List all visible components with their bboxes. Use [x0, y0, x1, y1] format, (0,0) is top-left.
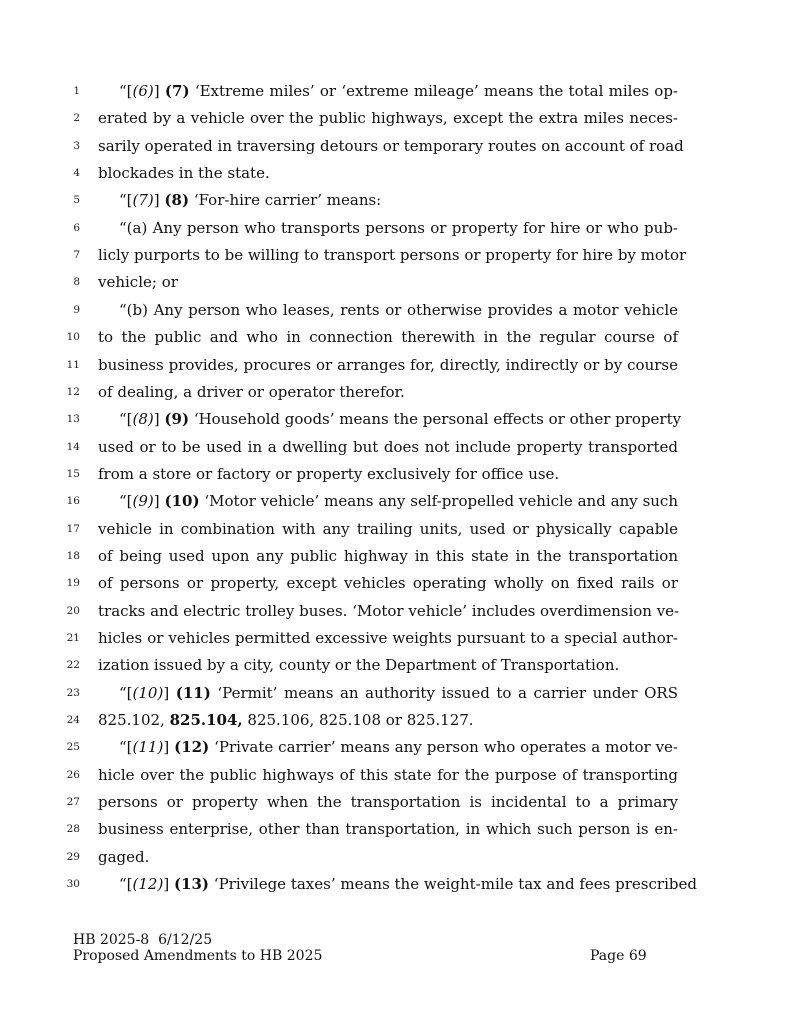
line-text: [98, 516, 678, 543]
bold-text: (7): [164, 82, 190, 100]
line-number: 2: [73, 112, 80, 125]
text-segment: ]: [153, 82, 165, 100]
deleted-italic-text: (12): [132, 875, 164, 894]
text-segment: “[: [119, 492, 133, 511]
line-text: [98, 789, 678, 816]
text-segment: ]: [163, 738, 175, 757]
line-text: [119, 680, 678, 707]
text-segment: ‘Motor vehicle’ means any self-propelled vehicle and any such: [199, 492, 678, 511]
text-segment: ization issued by a city, county or the Department of Transportation.: [98, 656, 620, 675]
line-number: 16: [66, 495, 80, 508]
line-text: [119, 488, 678, 515]
text-segment: of being used upon any public highway in this state in the transportation: [98, 546, 678, 565]
text-line: [0, 598, 800, 625]
line-text: [119, 215, 678, 242]
footer-description-line: [73, 948, 673, 964]
line-number: 22: [66, 659, 80, 672]
line-number: 17: [66, 522, 80, 535]
text-line: [0, 844, 800, 871]
line-number: 7: [73, 249, 80, 262]
text-line: [0, 78, 800, 105]
line-number: 11: [66, 358, 80, 371]
line-number: 4: [73, 167, 80, 180]
text-segment: used or to be used in a dwelling but does not include property transported: [98, 437, 678, 456]
text-line: [0, 652, 800, 679]
line-text: [119, 78, 678, 105]
deleted-italic-text: (11): [132, 738, 164, 757]
line-number: 19: [66, 577, 80, 590]
footer-date: 6/12/25: [158, 932, 213, 948]
text-segment: of persons or property, except vehicles operating wholly on fixed rails or: [98, 574, 678, 593]
line-text: [119, 187, 678, 214]
line-number: 20: [66, 604, 80, 617]
text-segment: of dealing, a driver or operator therefor.: [98, 382, 405, 401]
text-line: [0, 680, 800, 707]
text-segment: ‘Extreme miles’ or ‘extreme mileage’ means the total miles op-: [189, 82, 678, 100]
bold-text: (9): [164, 410, 190, 429]
text-segment: hicles or vehicles permitted excessive weights pursuant to a special author-: [98, 629, 678, 647]
line-text: [98, 379, 678, 406]
text-line: [0, 297, 800, 324]
line-text: [98, 269, 678, 296]
bold-text: (10): [164, 492, 200, 511]
text-line: [0, 762, 800, 789]
text-line: [0, 707, 800, 734]
line-number: 25: [66, 741, 80, 754]
line-number: 12: [66, 385, 80, 398]
text-line: [0, 242, 800, 269]
line-text: [98, 598, 678, 625]
text-segment: ]: [153, 410, 165, 429]
line-text: [119, 871, 697, 898]
line-number: 13: [66, 413, 80, 426]
text-segment: to the public and who in connection therewith in the regular course of: [98, 328, 678, 347]
line-number: 24: [66, 714, 80, 727]
text-segment: tracks and electric trolley buses. ‘Motor vehicle’ includes overdimension ve-: [98, 601, 680, 620]
text-segment: ‘Permit’ means an authority issued to a carrier under ORS: [210, 683, 678, 702]
deleted-italic-text: (6): [132, 82, 154, 100]
line-number: 15: [66, 467, 80, 480]
deleted-italic-text: (10): [132, 683, 164, 702]
text-segment: hicle over the public highways of this state for the purpose of transporting: [98, 765, 678, 784]
line-number: 10: [66, 331, 80, 344]
text-segment: ]: [153, 191, 165, 210]
text-line: [0, 352, 800, 379]
line-number: 30: [66, 878, 80, 891]
line-text: [98, 160, 678, 187]
line-number: 29: [66, 850, 80, 863]
text-segment: business provides, procures or arranges for, directly, indirectly or by course: [98, 355, 678, 374]
line-number: 9: [73, 303, 80, 316]
text-line: [0, 215, 800, 242]
text-segment: ]: [153, 492, 165, 511]
deleted-italic-text: (8): [132, 410, 154, 429]
line-text: [98, 133, 684, 160]
text-line: [0, 516, 800, 543]
footer-bill-line: [73, 932, 673, 948]
line-text: [119, 406, 682, 433]
line-text: [98, 105, 678, 132]
text-line: [0, 133, 800, 160]
line-number: 23: [66, 686, 80, 699]
text-line: [0, 105, 800, 132]
line-number: 18: [66, 549, 80, 562]
line-text: [98, 844, 678, 871]
line-number: 6: [73, 221, 80, 234]
text-segment: vehicle in combination with any trailing units, used or physically capable: [98, 519, 678, 538]
text-segment: gaged.: [98, 847, 150, 866]
text-segment: ‘Privilege taxes’ means the weight-mile tax and fees prescribed: [209, 875, 697, 894]
line-text: [98, 652, 678, 679]
text-segment: erated by a vehicle over the public highways, except the extra miles neces-: [98, 109, 678, 128]
text-segment: “[: [119, 410, 133, 429]
text-segment: 825.106, 825.108 or 825.127.: [242, 711, 474, 730]
text-segment: sarily operated in traversing detours or temporary routes on account of road: [98, 136, 684, 155]
text-segment: “(a) Any person who transports persons or property for hire or who pub-: [119, 218, 678, 237]
text-line: [0, 625, 800, 652]
deleted-italic-text: (7): [132, 191, 154, 210]
text-line: [0, 734, 800, 761]
text-segment: business enterprise, other than transportation, in which such person is en-: [98, 820, 678, 839]
text-line: [0, 570, 800, 597]
deleted-italic-text: (9): [132, 492, 154, 511]
line-text: [98, 543, 678, 570]
page-number: Page 69: [590, 948, 647, 964]
bold-text: (13): [173, 875, 210, 894]
text-segment: blockades in the state.: [98, 164, 270, 183]
page-footer: [73, 932, 673, 964]
text-line: [0, 543, 800, 570]
line-text: [119, 297, 678, 324]
text-segment: “[: [119, 683, 133, 702]
line-text: [98, 570, 678, 597]
text-line: [0, 488, 800, 515]
line-number: 8: [73, 276, 80, 289]
text-line: [0, 324, 800, 351]
line-text: [98, 324, 678, 351]
line-number: 26: [66, 768, 80, 781]
footer-description: Proposed Amendments to HB 2025: [73, 948, 323, 964]
line-text: [98, 434, 678, 461]
line-text: [98, 625, 678, 652]
bold-text: (12): [174, 738, 210, 757]
bold-text: (8): [164, 191, 190, 210]
text-segment: vehicle; or: [98, 273, 178, 292]
text-segment: licly purports to be willing to transport persons or property for hire by motor: [98, 246, 687, 265]
line-number: 1: [73, 85, 80, 97]
text-line: [0, 816, 800, 843]
text-segment: from a store or factory or property exclusively for office use.: [98, 464, 560, 483]
line-number: 5: [73, 194, 80, 207]
text-line: [0, 187, 800, 214]
text-line: [0, 461, 800, 488]
text-segment: ]: [163, 875, 174, 894]
text-segment: ]: [163, 683, 176, 702]
bold-text: 825.104,: [169, 711, 243, 730]
line-number: 3: [73, 139, 80, 152]
line-text: [98, 707, 678, 734]
line-number: 14: [66, 440, 80, 453]
text-segment: 825.102,: [98, 711, 170, 730]
line-text: [98, 461, 678, 488]
text-line: [0, 871, 800, 898]
line-text: [98, 762, 678, 789]
text-segment: ‘Private carrier’ means any person who operates a motor ve-: [209, 738, 678, 757]
text-segment: “[: [119, 82, 133, 100]
text-segment: ‘Household goods’ means the personal effects or other property: [189, 410, 682, 429]
footer-bill-id: HB 2025-8: [73, 932, 150, 948]
line-number: 27: [66, 796, 80, 809]
text-line: [0, 160, 800, 187]
text-segment: “[: [119, 191, 133, 210]
text-segment: “[: [119, 875, 133, 894]
line-text: [98, 242, 687, 269]
line-text: [98, 816, 678, 843]
line-text: [119, 734, 678, 761]
text-line: [0, 789, 800, 816]
line-number: 28: [66, 823, 80, 836]
line-text: [98, 352, 678, 379]
text-segment: “(b) Any person who leases, rents or otherwise provides a motor vehicle: [119, 300, 678, 319]
text-segment: persons or property when the transportation is incidental to a primary: [98, 793, 678, 812]
text-line: [0, 379, 800, 406]
line-number: 21: [66, 632, 80, 644]
text-segment: “[: [119, 738, 133, 757]
bold-text: (11): [175, 683, 211, 702]
text-line: [0, 434, 800, 461]
text-line: [0, 269, 800, 296]
text-line: [0, 406, 800, 433]
text-segment: ‘For-hire carrier’ means:: [189, 191, 382, 210]
